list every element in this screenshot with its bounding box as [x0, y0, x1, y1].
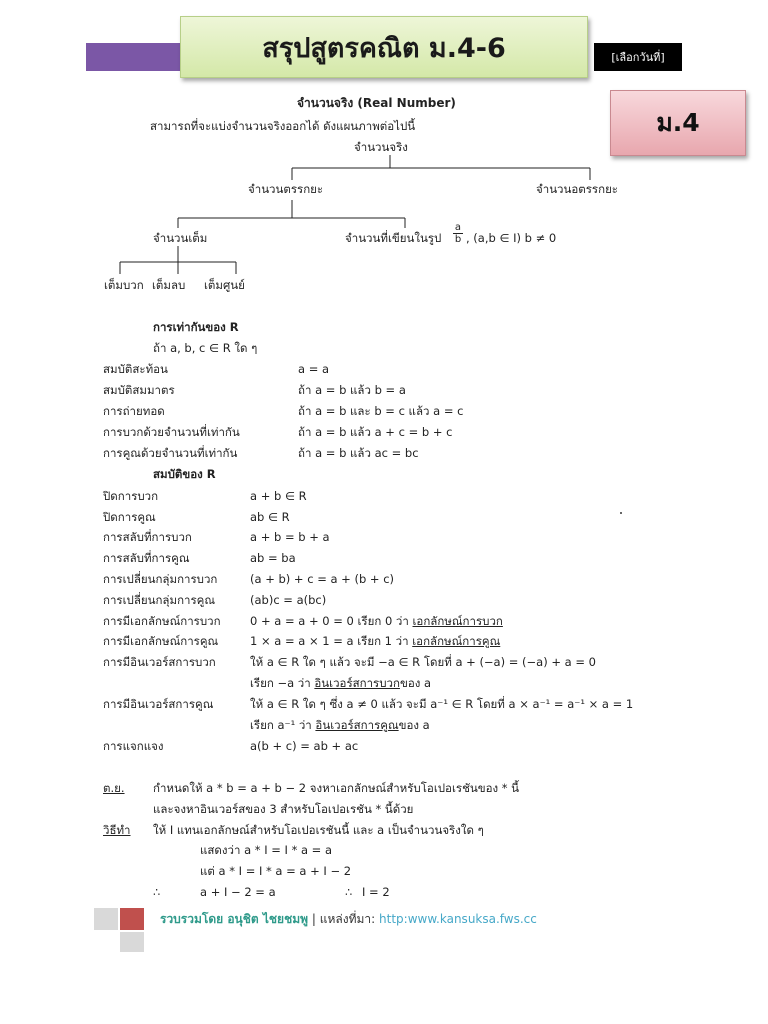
stray-dot: [620, 512, 622, 514]
example-line: และจงหาอินเวอร์สของ 3 สำหรับโอเปอเรชัน * นี้ด้วย: [153, 802, 414, 816]
property-formula: (ab)c = a(bc): [250, 593, 327, 607]
solution-line: a + I − 2 = a: [200, 885, 276, 899]
property-name: การแจกแจง: [103, 739, 164, 753]
equality-row-name: การบวกด้วยจำนวนที่เท่ากัน: [103, 425, 240, 439]
property-name: การสลับที่การคูณ: [103, 551, 190, 565]
equality-row-name: สมบัติสมมาตร: [103, 383, 175, 397]
example-label: ต.ย.: [103, 781, 125, 795]
inverse-add-pre: เรียก −a ว่า: [250, 676, 311, 690]
solution-label: วิธีทำ: [103, 823, 131, 837]
property-name: การมีอินเวอร์สการบวก: [103, 655, 216, 669]
inverse-add-term: อินเวอร์สการบวก: [314, 676, 400, 690]
equality-row-formula: a = a: [298, 362, 330, 376]
property-name: ปิดการคูณ: [103, 510, 156, 524]
property-name: การสลับที่การบวก: [103, 530, 192, 544]
property-formula: (a + b) + c = a + (b + c): [250, 572, 395, 586]
therefore-symbol: ∴: [345, 885, 353, 899]
property-formula-line2: [250, 718, 430, 732]
equality-row-formula: ถ้า a = b แล้ว b = a: [298, 383, 406, 397]
equality-row-name: สมบัติสะท้อน: [103, 362, 168, 376]
footer-square: [120, 932, 144, 952]
intro-text: สามารถที่จะแบ่งจำนวนจริงออกได้ ดังแผนภาพต่อไปนี้: [150, 119, 416, 133]
footer-source-link[interactable]: http:www.kansuksa.fws.cc: [379, 912, 537, 926]
property-formula: ให้ a ∈ R ใด ๆ แล้ว จะมี −a ∈ R โดยที่ a + (−a) = (−a) + a = 0: [250, 655, 596, 669]
property-formula: a + b ∈ R: [250, 489, 307, 503]
solution-line: I = 2: [362, 885, 390, 899]
equality-row-name: การคูณด้วยจำนวนที่เท่ากัน: [103, 446, 238, 460]
date-select-button[interactable]: [เลือกวันที่]: [594, 43, 682, 71]
tree-irrational: จำนวนอตรรกยะ: [536, 182, 618, 196]
identity-add-formula: 0 + a = a + 0 = 0 เรียก 0 ว่า: [250, 614, 409, 628]
inverse-mul-term: อินเวอร์สการคูณ: [315, 718, 399, 732]
tree-fraction-label: จำนวนที่เขียนในรูป: [345, 231, 442, 245]
tree-root-real: จำนวนจริง: [354, 140, 408, 154]
example-line: กำหนดให้ a * b = a + b − 2 จงหาเอกลักษณ์สำหรับโอเปอเรชันของ * นี้: [153, 781, 520, 795]
property-formula: [250, 614, 503, 628]
tree-integer: จำนวนเต็ม: [153, 231, 208, 245]
tree-fraction: [453, 222, 463, 245]
property-name: ปิดการบวก: [103, 489, 159, 503]
equality-given: ถ้า a, b, c ∈ R ใด ๆ: [153, 341, 258, 355]
equality-row-formula: ถ้า a = b แล้ว ac = bc: [298, 446, 419, 460]
property-name: การมีเอกลักษณ์การคูณ: [103, 634, 219, 648]
footer-separator: | แหล่งที่มา:: [311, 912, 376, 926]
property-formula: ให้ a ∈ R ใด ๆ ซึ่ง a ≠ 0 แล้ว จะมี a⁻¹ ∈ R โดยที่ a × a⁻¹ = a⁻¹ × a = 1: [250, 697, 634, 711]
section-title: จำนวนจริง (Real Number): [297, 96, 456, 110]
solution-line: ให้ I แทนเอกลักษณ์สำหรับโอเปอเรชันนี้ และ a เป็นจำนวนจริงใด ๆ: [153, 823, 484, 837]
footer-credit: [160, 910, 537, 929]
footer-square: [94, 908, 118, 930]
equality-row-formula: ถ้า a = b และ b = c แล้ว a = c: [298, 404, 464, 418]
footer-author: รวบรวมโดย อนุชิต ไชยชมพู: [160, 912, 309, 926]
property-formula: [250, 634, 500, 648]
property-formula: ab ∈ R: [250, 510, 290, 524]
fraction-denominator: b: [454, 234, 462, 245]
solution-line: แต่ a * I = I * a = a + I − 2: [200, 864, 352, 878]
page-title: สรุปสูตรคณิต ม.4-6: [262, 32, 506, 64]
property-formula-line2: [250, 676, 431, 690]
grade-label: ม.4: [656, 108, 700, 137]
tree-negative-int: เต็มลบ: [152, 278, 186, 292]
property-name: การมีเอกลักษณ์การบวก: [103, 614, 221, 628]
property-name: การมีอินเวอร์สการคูณ: [103, 697, 214, 711]
footer-square-red: [120, 908, 144, 930]
property-formula: a(b + c) = ab + ac: [250, 739, 359, 753]
property-name: การเปลี่ยนกลุ่มการคูณ: [103, 593, 216, 607]
identity-mul-term: เอกลักษณ์การคูณ: [412, 634, 501, 648]
fraction-numerator: a: [454, 222, 462, 233]
tree-rational: จำนวนตรรกยะ: [248, 182, 324, 196]
identity-mul-formula: 1 × a = a × 1 = a เรียก 1 ว่า: [250, 634, 409, 648]
property-formula: a + b = b + a: [250, 530, 330, 544]
equality-row-formula: ถ้า a = b แล้ว a + c = b + c: [298, 425, 453, 439]
identity-add-term: เอกลักษณ์การบวก: [412, 614, 503, 628]
equality-heading: การเท่ากันของ R: [153, 320, 239, 334]
inverse-add-post: ของ a: [399, 676, 432, 690]
property-formula: ab = ba: [250, 551, 296, 565]
inverse-mul-post: ของ a: [398, 718, 430, 732]
therefore-symbol: ∴: [153, 885, 161, 899]
inverse-mul-pre: เรียก a⁻¹ ว่า: [250, 718, 312, 732]
tree-zero-int: เต็มศูนย์: [204, 278, 245, 292]
tree-positive-int: เต็มบวก: [104, 278, 144, 292]
tree-fraction-condition: , (a,b ∈ I) b ≠ 0: [466, 231, 557, 245]
solution-line: แสดงว่า a * I = I * a = a: [200, 843, 333, 857]
equality-row-name: การถ่ายทอด: [103, 404, 165, 418]
property-name: การเปลี่ยนกลุ่มการบวก: [103, 572, 218, 586]
properties-heading: สมบัติของ R: [153, 467, 216, 481]
